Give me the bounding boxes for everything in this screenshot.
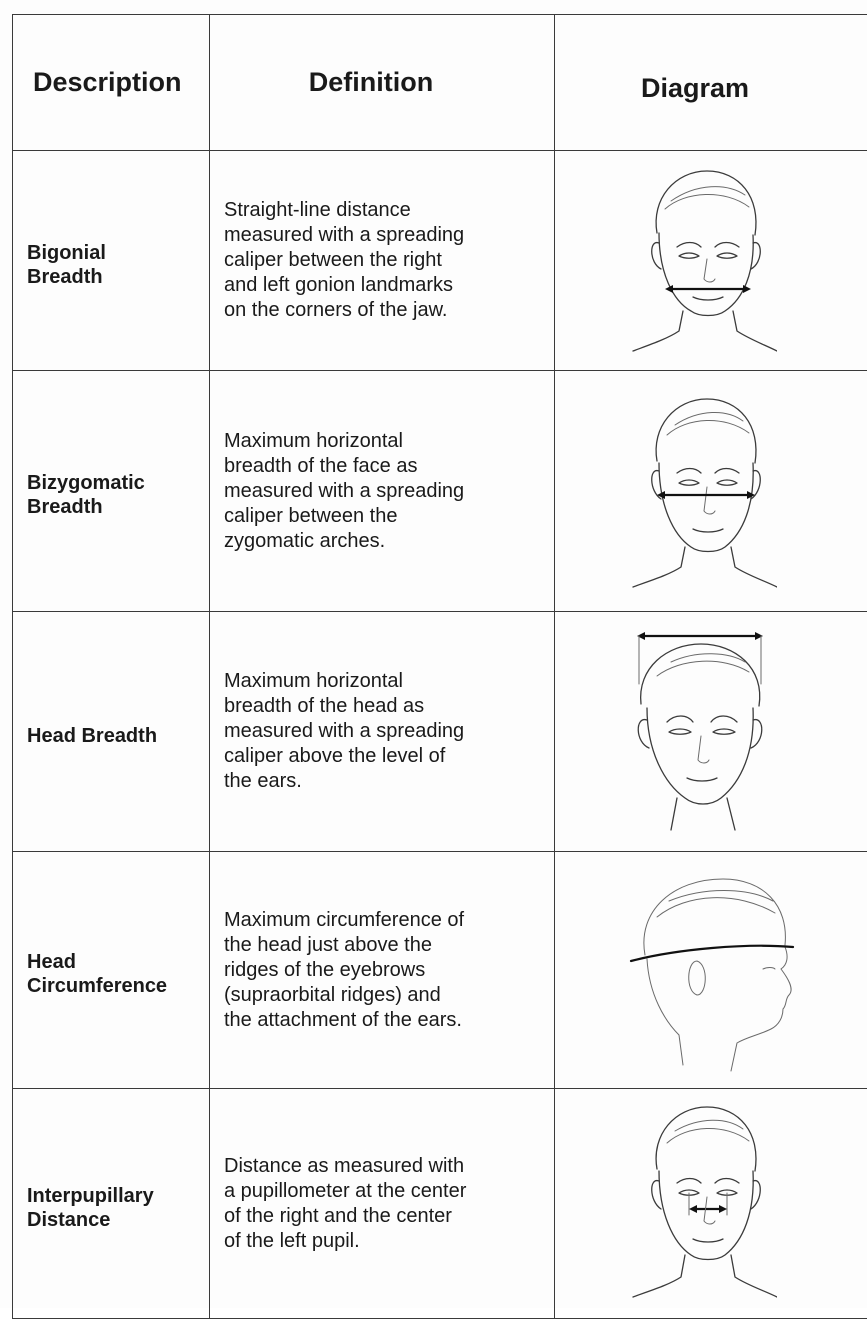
table-row: [13, 612, 867, 852]
header-definition: Definition: [210, 15, 555, 151]
table-row: [13, 151, 867, 371]
head-front-pupil-distance-icon: [627, 1099, 777, 1309]
row-definition: Maximum horizontal breadth of the head as measured with a spreading caliper above the level of the ears.: [224, 669, 548, 794]
table-row: [13, 852, 867, 1089]
head-front-top-width-icon: [627, 622, 777, 842]
row-description: Head Circumference: [27, 950, 209, 998]
head-profile-circumference-icon: [627, 865, 797, 1075]
row-description: Interpupillary Distance: [27, 1184, 209, 1232]
row-definition: Distance as measured with a pupillometer at the center of the right and the center of the left pupil.: [224, 1154, 548, 1254]
measurement-table: [12, 14, 867, 1319]
table-row: [13, 1089, 867, 1319]
table-header-row: [13, 15, 867, 151]
row-description: Head Breadth: [27, 724, 209, 748]
row-definition: Maximum circumference of the head just above the ridges of the eyebrows (supraorbital ridges) and the attachment of the ears.: [224, 908, 548, 1033]
head-front-face-width-icon: [627, 391, 777, 591]
header-diagram: Diagram: [555, 15, 867, 151]
row-definition: Maximum horizontal breadth of the face as measured with a spreading caliper between the zygomatic arches.: [224, 429, 548, 554]
table-row: [13, 371, 867, 612]
row-description: Bizygomatic Breadth: [27, 471, 209, 519]
row-definition: Straight-line distance measured with a spreading caliper between the right and left gonion landmarks on the corners of the jaw.: [224, 198, 548, 323]
row-description: Bigonial Breadth: [27, 241, 209, 289]
head-front-jaw-width-icon: [627, 161, 777, 361]
header-description: Description: [13, 15, 210, 151]
